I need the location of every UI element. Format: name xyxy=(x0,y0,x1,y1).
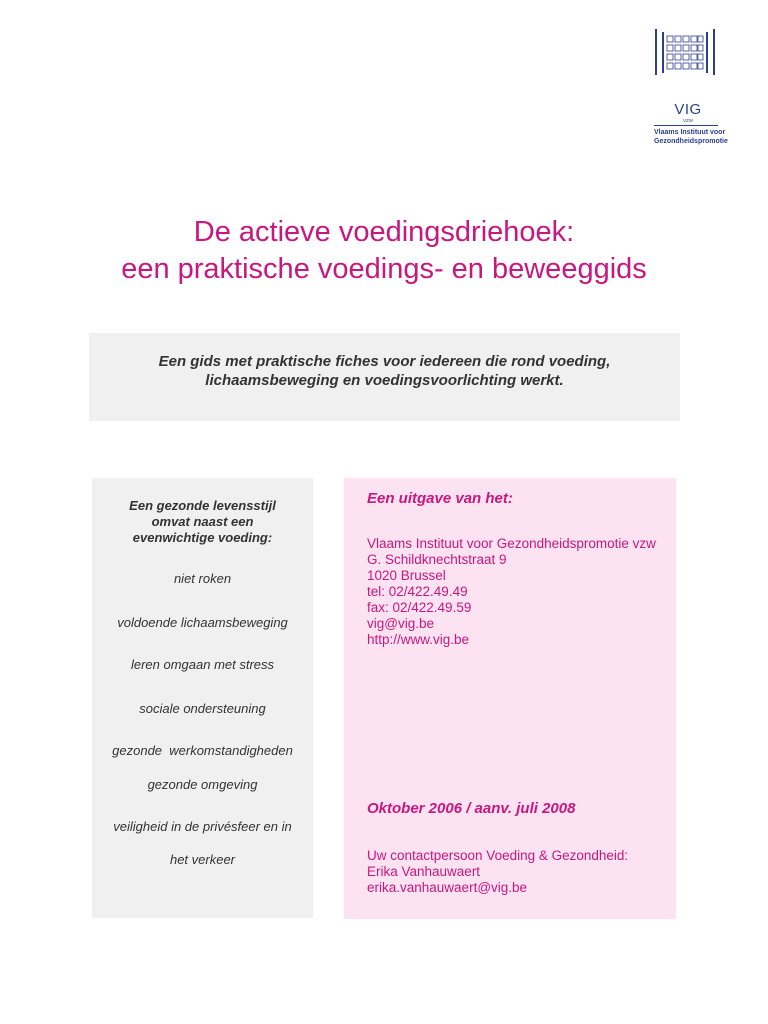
lifestyle-heading-line2: omvat naast een xyxy=(151,514,254,529)
publisher-email-link[interactable]: vig@vig.be xyxy=(367,616,434,631)
subtitle-box xyxy=(89,333,680,421)
publisher-heading: Een uitgave van het: xyxy=(367,490,513,507)
subtitle-line1: Een gids met praktische fiches voor iedereen die rond voeding, xyxy=(158,353,611,370)
lifestyle-item-stress: leren omgaan met stress xyxy=(130,657,275,672)
lifestyle-heading-line1: Een gezonde levensstijl xyxy=(129,498,276,513)
publisher-box xyxy=(344,478,676,919)
publisher-name: Vlaams Instituut voor Gezondheidspromotie vzw xyxy=(367,536,656,551)
publisher-city: 1020 Brussel xyxy=(367,568,446,583)
publisher-address xyxy=(367,536,656,648)
subtitle-line2: lichaamsbeweging en voedingsvoorlichting werkt. xyxy=(205,372,564,389)
contact-name: Erika Vanhauwaert xyxy=(367,864,481,879)
lifestyle-heading xyxy=(92,498,313,546)
contact-info xyxy=(367,848,628,896)
lifestyle-box xyxy=(92,478,313,918)
lifestyle-heading-line3: evenwichtige voeding: xyxy=(132,530,273,545)
logo-abbreviation: VIG xyxy=(674,101,702,118)
building-logo-icon xyxy=(654,27,716,77)
lifestyle-item-working-conditions: gezonde werkomstandigheden xyxy=(112,743,293,758)
lifestyle-item-no-smoking: niet roken xyxy=(173,571,232,586)
lifestyle-item-safety-line2: het verkeer xyxy=(169,852,236,867)
contact-label: Uw contactpersoon Voeding & Gezondheid: xyxy=(367,848,629,863)
subtitle xyxy=(89,352,680,390)
logo-vzw: VZW xyxy=(683,118,693,123)
logo-divider xyxy=(654,125,718,126)
lifestyle-item-exercise: voldoende lichaamsbeweging xyxy=(117,615,288,630)
logo-name-line2: Gezondheidspromotie xyxy=(654,138,728,145)
page-title-line1: De actieve voedingsdriehoek: xyxy=(193,216,575,248)
lifestyle-item-environment: gezonde omgeving xyxy=(147,777,258,792)
lifestyle-item-social-support: sociale ondersteuning xyxy=(139,701,266,716)
page-title-line2: een praktische voedings- en beweeggids xyxy=(121,253,647,285)
logo-name-line1: Vlaams Instituut voor xyxy=(654,129,726,136)
publisher-website-link[interactable]: http://www.vig.be xyxy=(367,632,470,647)
page-title xyxy=(40,214,728,288)
publisher-street: G. Schildknechtstraat 9 xyxy=(367,552,507,567)
logo-name xyxy=(654,128,734,146)
edition-date: Oktober 2006 / aanv. juli 2008 xyxy=(367,800,576,817)
publisher-fax: fax: 02/422.49.59 xyxy=(367,600,472,615)
lifestyle-item-safety-line1: veiligheid in de privésfeer en in xyxy=(113,819,292,834)
publisher-tel: tel: 02/422.49.49 xyxy=(367,584,468,599)
contact-email-link[interactable]: erika.vanhauwaert@vig.be xyxy=(367,880,528,895)
